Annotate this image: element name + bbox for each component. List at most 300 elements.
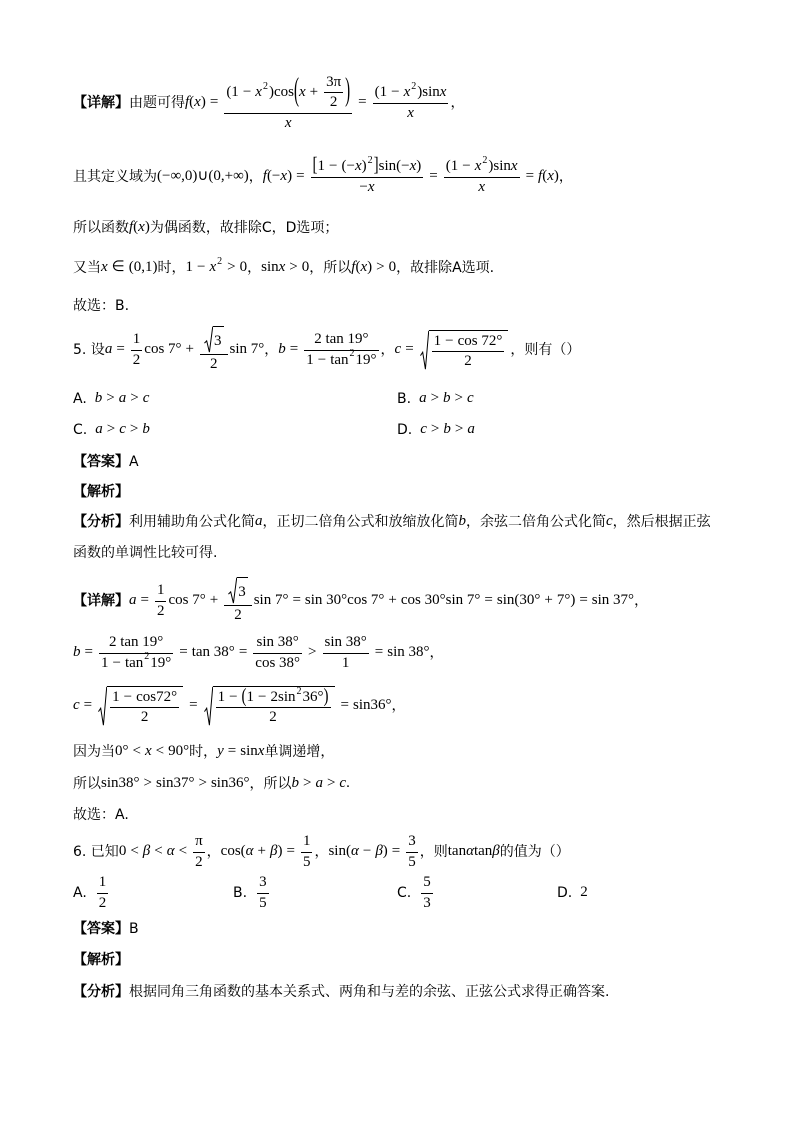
text-run: ，: [247, 259, 262, 276]
math-operator: =: [579, 592, 588, 609]
math-text: 0: [388, 259, 397, 276]
fraction-bar: [301, 852, 313, 853]
math-variable: c: [606, 513, 613, 530]
radical-sign: [228, 577, 237, 604]
math-operator: >: [454, 390, 463, 407]
math-variable: α: [466, 843, 474, 860]
text-run: ，: [314, 843, 329, 860]
math-text: )sin: [417, 84, 440, 101]
math-variable: a: [419, 390, 427, 407]
math-text: sin37°: [155, 775, 195, 792]
math-text: cos 30°sin 7°: [400, 592, 481, 609]
math-operator: <: [154, 843, 163, 860]
math-operator: >: [376, 259, 385, 276]
text-run: ，: [248, 168, 263, 185]
text-run: ，所以: [249, 775, 292, 792]
math-large-bracket: (: [293, 73, 299, 110]
fraction: [373, 81, 449, 122]
fraction-bar: [224, 113, 352, 114]
math-operator: =: [189, 697, 198, 714]
section-label: 【答案】: [73, 453, 129, 470]
text-run: D.: [557, 884, 573, 901]
fraction-numerator: [444, 155, 520, 175]
math-operator: =: [296, 168, 305, 185]
math-text: 5: [259, 894, 267, 911]
fraction-numerator: [324, 74, 343, 91]
math-text: ): [367, 259, 373, 276]
text-run: 为偶函数，故排除C，D选项；: [149, 219, 339, 236]
math-text: sin 7°: [253, 592, 289, 609]
math-operator: >: [143, 775, 152, 792]
text-run: 5. 设: [73, 341, 105, 358]
math-operator: −: [391, 84, 400, 101]
text-run: A: [129, 453, 139, 470]
text-run: ，: [558, 168, 573, 185]
radicand: [429, 330, 509, 371]
math-variable: a: [118, 390, 127, 407]
square-root: [228, 577, 248, 604]
math-operator: >: [130, 390, 139, 407]
fraction-numerator: [110, 689, 179, 706]
math-text: 0: [301, 259, 310, 276]
math-variable: c: [142, 390, 150, 407]
math-variable: y: [217, 743, 224, 760]
math-operator: =: [292, 592, 301, 609]
math-text: ): [277, 843, 283, 860]
math-text: 1: [98, 874, 107, 891]
math-text: (: [542, 168, 548, 185]
text-run: 又当: [73, 259, 101, 276]
fraction-denominator: [155, 603, 167, 620]
math-operator: =: [286, 843, 295, 860]
math-text: 3: [238, 583, 246, 600]
math-variable: α: [166, 843, 175, 860]
fraction-denominator: [97, 895, 109, 912]
fraction-denominator: [283, 115, 294, 132]
fraction: [224, 74, 352, 132]
fraction-numerator: [301, 833, 313, 850]
fraction-denominator: [328, 94, 340, 111]
math-text: −: [359, 178, 368, 195]
fraction: [301, 833, 313, 871]
math-variable: f: [185, 94, 190, 111]
section-label: 【详解】: [73, 592, 129, 609]
fraction: [224, 577, 252, 624]
math-variable: x: [547, 168, 554, 185]
math-operator: <: [132, 743, 141, 760]
text-run: ，: [634, 592, 649, 609]
math-text: 2: [580, 884, 588, 901]
text-run: ，故排除A选项.: [396, 259, 495, 276]
math-text: 2: [269, 709, 277, 725]
fraction-denominator: [301, 854, 313, 871]
text-run: ，: [450, 94, 465, 111]
fraction-bar: [253, 653, 302, 654]
math-operator: =: [289, 341, 299, 358]
fraction-bar: [99, 653, 173, 654]
math-text: sin36°: [210, 775, 250, 792]
math-text: sin38°: [101, 775, 140, 792]
fraction-denominator: [476, 179, 487, 196]
fraction: [200, 326, 228, 373]
math-variable: x: [138, 219, 145, 236]
math-text: 3: [214, 332, 222, 349]
square-root: [420, 330, 509, 371]
text-run: 因为当: [73, 743, 115, 760]
math-variable: b: [443, 390, 451, 407]
math-text: (: [355, 259, 361, 276]
math-variable: x: [194, 94, 201, 111]
text-run: B: [129, 920, 139, 937]
fraction-numerator: [131, 331, 143, 348]
math-variable: x: [478, 178, 485, 195]
text-run: ，余弦二倍角公式化简: [466, 513, 606, 530]
math-text: ): [361, 158, 367, 175]
math-operator: =: [238, 644, 248, 661]
math-text: 2: [210, 356, 218, 373]
math-text: 1: [246, 688, 255, 705]
text-run: ，: [206, 843, 221, 860]
math-text: cos: [220, 843, 241, 860]
fraction: [155, 582, 167, 620]
radical-sign: [204, 686, 213, 727]
fraction-denominator: [131, 352, 143, 369]
fraction-bar: [432, 351, 505, 352]
fraction-denominator: [421, 895, 433, 912]
math-large-bracket: ]: [373, 155, 379, 177]
fraction: [432, 333, 505, 371]
math-superscript: 2: [296, 685, 302, 697]
math-variable: x: [280, 168, 288, 185]
text-run: 利用辅助角公式化简: [129, 513, 255, 530]
math-operator: =: [340, 697, 349, 714]
math-text: 2: [234, 607, 242, 624]
math-text: (1: [374, 84, 388, 101]
math-text: 36°: [302, 688, 324, 705]
math-operator: −: [258, 688, 267, 705]
math-variable: x: [257, 743, 265, 760]
fraction-denominator: [139, 709, 151, 726]
text-run: 所以函数: [73, 219, 129, 236]
fraction-bar: [406, 852, 418, 853]
math-text: .: [346, 775, 350, 792]
math-text: tan: [447, 843, 467, 860]
math-text: 5: [408, 853, 416, 870]
math-text: 19°: [355, 351, 377, 368]
radicand: [107, 686, 183, 727]
math-text: ): [416, 158, 422, 175]
section-label: 【分析】: [73, 513, 129, 530]
math-variable: c: [339, 775, 347, 792]
math-operator: =: [140, 592, 149, 609]
fraction-denominator: [99, 651, 173, 672]
math-operator: −: [197, 259, 206, 276]
math-text: (1: [445, 158, 459, 175]
text-run: 单调递增，: [264, 743, 335, 760]
section-label: 【解析】: [73, 483, 129, 500]
fraction-bar: [155, 601, 167, 602]
math-superscript: 2: [349, 348, 355, 360]
text-run: 根据同角三角函数的基本关系式、两角和与差的余弦、正弦公式求得正确答案.: [129, 983, 610, 1000]
fraction: [216, 685, 331, 727]
text-run: A.: [73, 390, 87, 407]
math-text: 2 tan 19°: [108, 634, 164, 651]
math-variable: β: [142, 843, 151, 860]
math-text: 5: [302, 853, 311, 870]
math-text: ): [382, 843, 388, 860]
fraction-numerator: [224, 577, 252, 604]
math-text: 0: [239, 259, 248, 276]
math-operator: −: [242, 84, 252, 101]
fraction-bar: [324, 92, 343, 93]
math-variable: b: [278, 341, 286, 358]
math-operator: >: [430, 390, 440, 407]
math-text: sin 30°cos 7°: [304, 592, 385, 609]
math-text: 1: [341, 654, 350, 671]
text-run: ，然后根据正弦: [612, 513, 711, 530]
section-label: 【详解】: [73, 94, 129, 111]
fraction-numerator: [107, 634, 165, 651]
math-variable: x: [510, 158, 518, 175]
math-operator: −: [317, 351, 327, 368]
fraction-denominator: [257, 895, 269, 912]
math-superscript: 2: [367, 155, 373, 167]
math-operator: >: [227, 259, 236, 276]
math-variable: β: [492, 843, 500, 860]
math-text: 2 tan 19°: [314, 331, 369, 348]
math-operator: >: [129, 421, 139, 438]
text-run: 时，: [157, 259, 186, 276]
math-text: 90°: [168, 743, 190, 760]
math-text: (0,1): [128, 259, 158, 276]
math-operator: +: [388, 592, 397, 609]
math-text: 1: [132, 331, 141, 348]
math-operator: ∈: [111, 259, 125, 276]
math-variable: b: [94, 390, 103, 407]
fraction-numerator: [257, 874, 269, 891]
text-run: ，: [429, 644, 444, 661]
fraction-numerator: [193, 833, 205, 850]
math-operator: =: [358, 94, 367, 111]
text-run: 6. 已知: [73, 843, 119, 860]
math-text: 2: [140, 709, 149, 725]
math-variable: a: [95, 421, 103, 438]
fraction-numerator: [373, 81, 449, 101]
math-variable: b: [73, 644, 81, 661]
math-text: ): [144, 219, 150, 236]
fraction: [193, 833, 205, 871]
math-operator: =: [484, 592, 493, 609]
math-text: 1: [156, 582, 165, 599]
math-text: 2: [329, 94, 338, 111]
fraction-denominator: [340, 655, 352, 672]
radical-sign: [420, 330, 429, 371]
math-operator: <: [130, 843, 139, 860]
math-operator: +: [257, 843, 266, 860]
math-text: 3: [423, 894, 431, 911]
math-variable: x: [403, 84, 411, 101]
math-operator: >: [308, 644, 317, 661]
fraction-bar: [131, 350, 143, 351]
math-variable: x: [298, 84, 306, 101]
math-text: tan: [124, 654, 144, 671]
fraction-denominator: [193, 854, 205, 871]
math-variable: x: [474, 158, 482, 175]
math-variable: b: [458, 513, 466, 530]
math-text: 3π: [326, 74, 342, 91]
fraction-numerator: [97, 874, 109, 891]
fraction-numerator: [224, 74, 352, 112]
math-text: tan: [473, 843, 493, 860]
math-variable: x: [409, 158, 417, 175]
section-label: 【分析】: [73, 983, 129, 1000]
math-operator: =: [525, 168, 535, 185]
math-text: sin: [261, 259, 279, 276]
math-text: )sin: [488, 158, 511, 175]
math-text: 1: [185, 259, 193, 276]
math-variable: x: [407, 104, 414, 121]
math-text: 1: [433, 332, 442, 349]
math-variable: c: [73, 697, 80, 714]
math-variable: c: [119, 421, 126, 438]
text-run: 故选：B.: [73, 297, 130, 314]
math-operator: −: [445, 332, 454, 349]
square-root: [98, 686, 183, 727]
fraction-denominator: [304, 348, 378, 369]
math-operator: +: [544, 592, 553, 609]
radical-sign: [98, 686, 107, 727]
math-variable: a: [255, 513, 263, 530]
fraction: [131, 331, 143, 369]
math-operator: =: [391, 843, 401, 860]
math-text: sin 38°: [256, 634, 299, 651]
math-text: 5: [423, 874, 431, 891]
math-superscript: 2: [411, 81, 417, 93]
text-run: ，正切二倍角公式和放缩放化简: [262, 513, 459, 530]
fraction-denominator: [208, 356, 220, 373]
math-text: 19°: [150, 654, 172, 671]
math-variable: c: [394, 341, 402, 358]
math-variable: x: [255, 84, 262, 101]
math-superscript: 2: [482, 155, 488, 167]
math-variable: x: [354, 158, 362, 175]
math-operator: >: [302, 775, 312, 792]
math-operator: +: [185, 341, 194, 358]
math-operator: >: [198, 775, 207, 792]
math-operator: =: [179, 644, 188, 661]
math-variable: f: [351, 259, 356, 276]
math-text: 1: [302, 833, 311, 850]
math-variable: β: [270, 843, 278, 860]
math-variable: b: [291, 775, 299, 792]
fraction: [323, 634, 369, 672]
math-variable: x: [367, 178, 375, 195]
math-variable: f: [262, 168, 267, 185]
text-run: 由题可得: [129, 94, 185, 111]
text-run: 时，: [189, 743, 218, 760]
math-large-bracket: ): [345, 73, 351, 110]
math-text: 2: [195, 853, 203, 870]
math-text: (1: [226, 84, 239, 101]
fraction: [97, 874, 109, 912]
math-text: 1: [100, 654, 109, 671]
math-text: cos72°: [136, 688, 178, 705]
text-run: B.: [397, 390, 412, 407]
math-text: )cos: [268, 84, 294, 101]
math-operator: <: [155, 743, 165, 760]
fraction-bar: [200, 354, 228, 355]
text-run: D.: [397, 421, 413, 438]
text-run: 的值为（）: [499, 843, 570, 860]
fraction-denominator: [253, 655, 302, 672]
math-operator: −: [329, 158, 338, 175]
math-text: (: [189, 94, 195, 111]
radical-sign-icon: [204, 326, 213, 353]
fraction: [444, 155, 520, 196]
math-text: 1: [112, 688, 120, 705]
fraction-denominator: [462, 353, 474, 370]
math-text: π: [195, 833, 203, 850]
fraction-bar: [216, 707, 331, 708]
math-superscript: 2: [262, 81, 268, 93]
math-text: cos 7°: [168, 592, 206, 609]
math-operator: =: [374, 644, 384, 661]
fraction-numerator: [311, 155, 424, 177]
fraction-bar: [193, 852, 205, 853]
radical-sign-icon: [420, 330, 429, 371]
math-operator: >: [106, 390, 115, 407]
math-text: 3: [408, 833, 416, 850]
fraction-denominator: [405, 105, 416, 122]
fraction-bar: [110, 707, 179, 708]
text-run: 所以: [73, 775, 101, 792]
fraction-numerator: [255, 634, 301, 651]
fraction: [421, 874, 433, 912]
text-run: 且其定义域为: [73, 168, 157, 185]
fraction-numerator: [323, 634, 369, 651]
radical-sign-icon: [98, 686, 107, 727]
math-variable: x: [360, 259, 368, 276]
fraction-bar: [97, 893, 109, 894]
math-variable: c: [467, 390, 474, 407]
fraction-bar: [224, 605, 252, 606]
math-text: (: [240, 843, 246, 860]
text-run: ，: [264, 341, 279, 358]
math-operator: =: [116, 341, 125, 358]
math-text: ): [200, 94, 206, 111]
math-large-bracket: ): [323, 686, 329, 707]
math-variable: β: [375, 843, 383, 860]
radical-sign-icon: [228, 577, 237, 604]
math-variable: b: [142, 421, 150, 438]
fraction-numerator: [200, 326, 228, 353]
math-text: cos 7°: [144, 341, 182, 358]
text-run: B.: [233, 884, 248, 901]
math-variable: a: [129, 592, 137, 609]
math-operator: >: [430, 421, 440, 438]
fraction-numerator: [421, 874, 433, 891]
text-run: ，所以: [309, 259, 352, 276]
fraction: [311, 155, 424, 196]
math-operator: =: [429, 168, 438, 185]
math-superscript: 2: [144, 651, 150, 663]
math-text: sin: [328, 843, 346, 860]
math-variable: a: [467, 421, 475, 438]
math-variable: α: [350, 843, 359, 860]
text-run: ，则有（）: [510, 341, 581, 358]
radical-sign-icon: [204, 686, 213, 727]
math-operator: −: [362, 843, 372, 860]
